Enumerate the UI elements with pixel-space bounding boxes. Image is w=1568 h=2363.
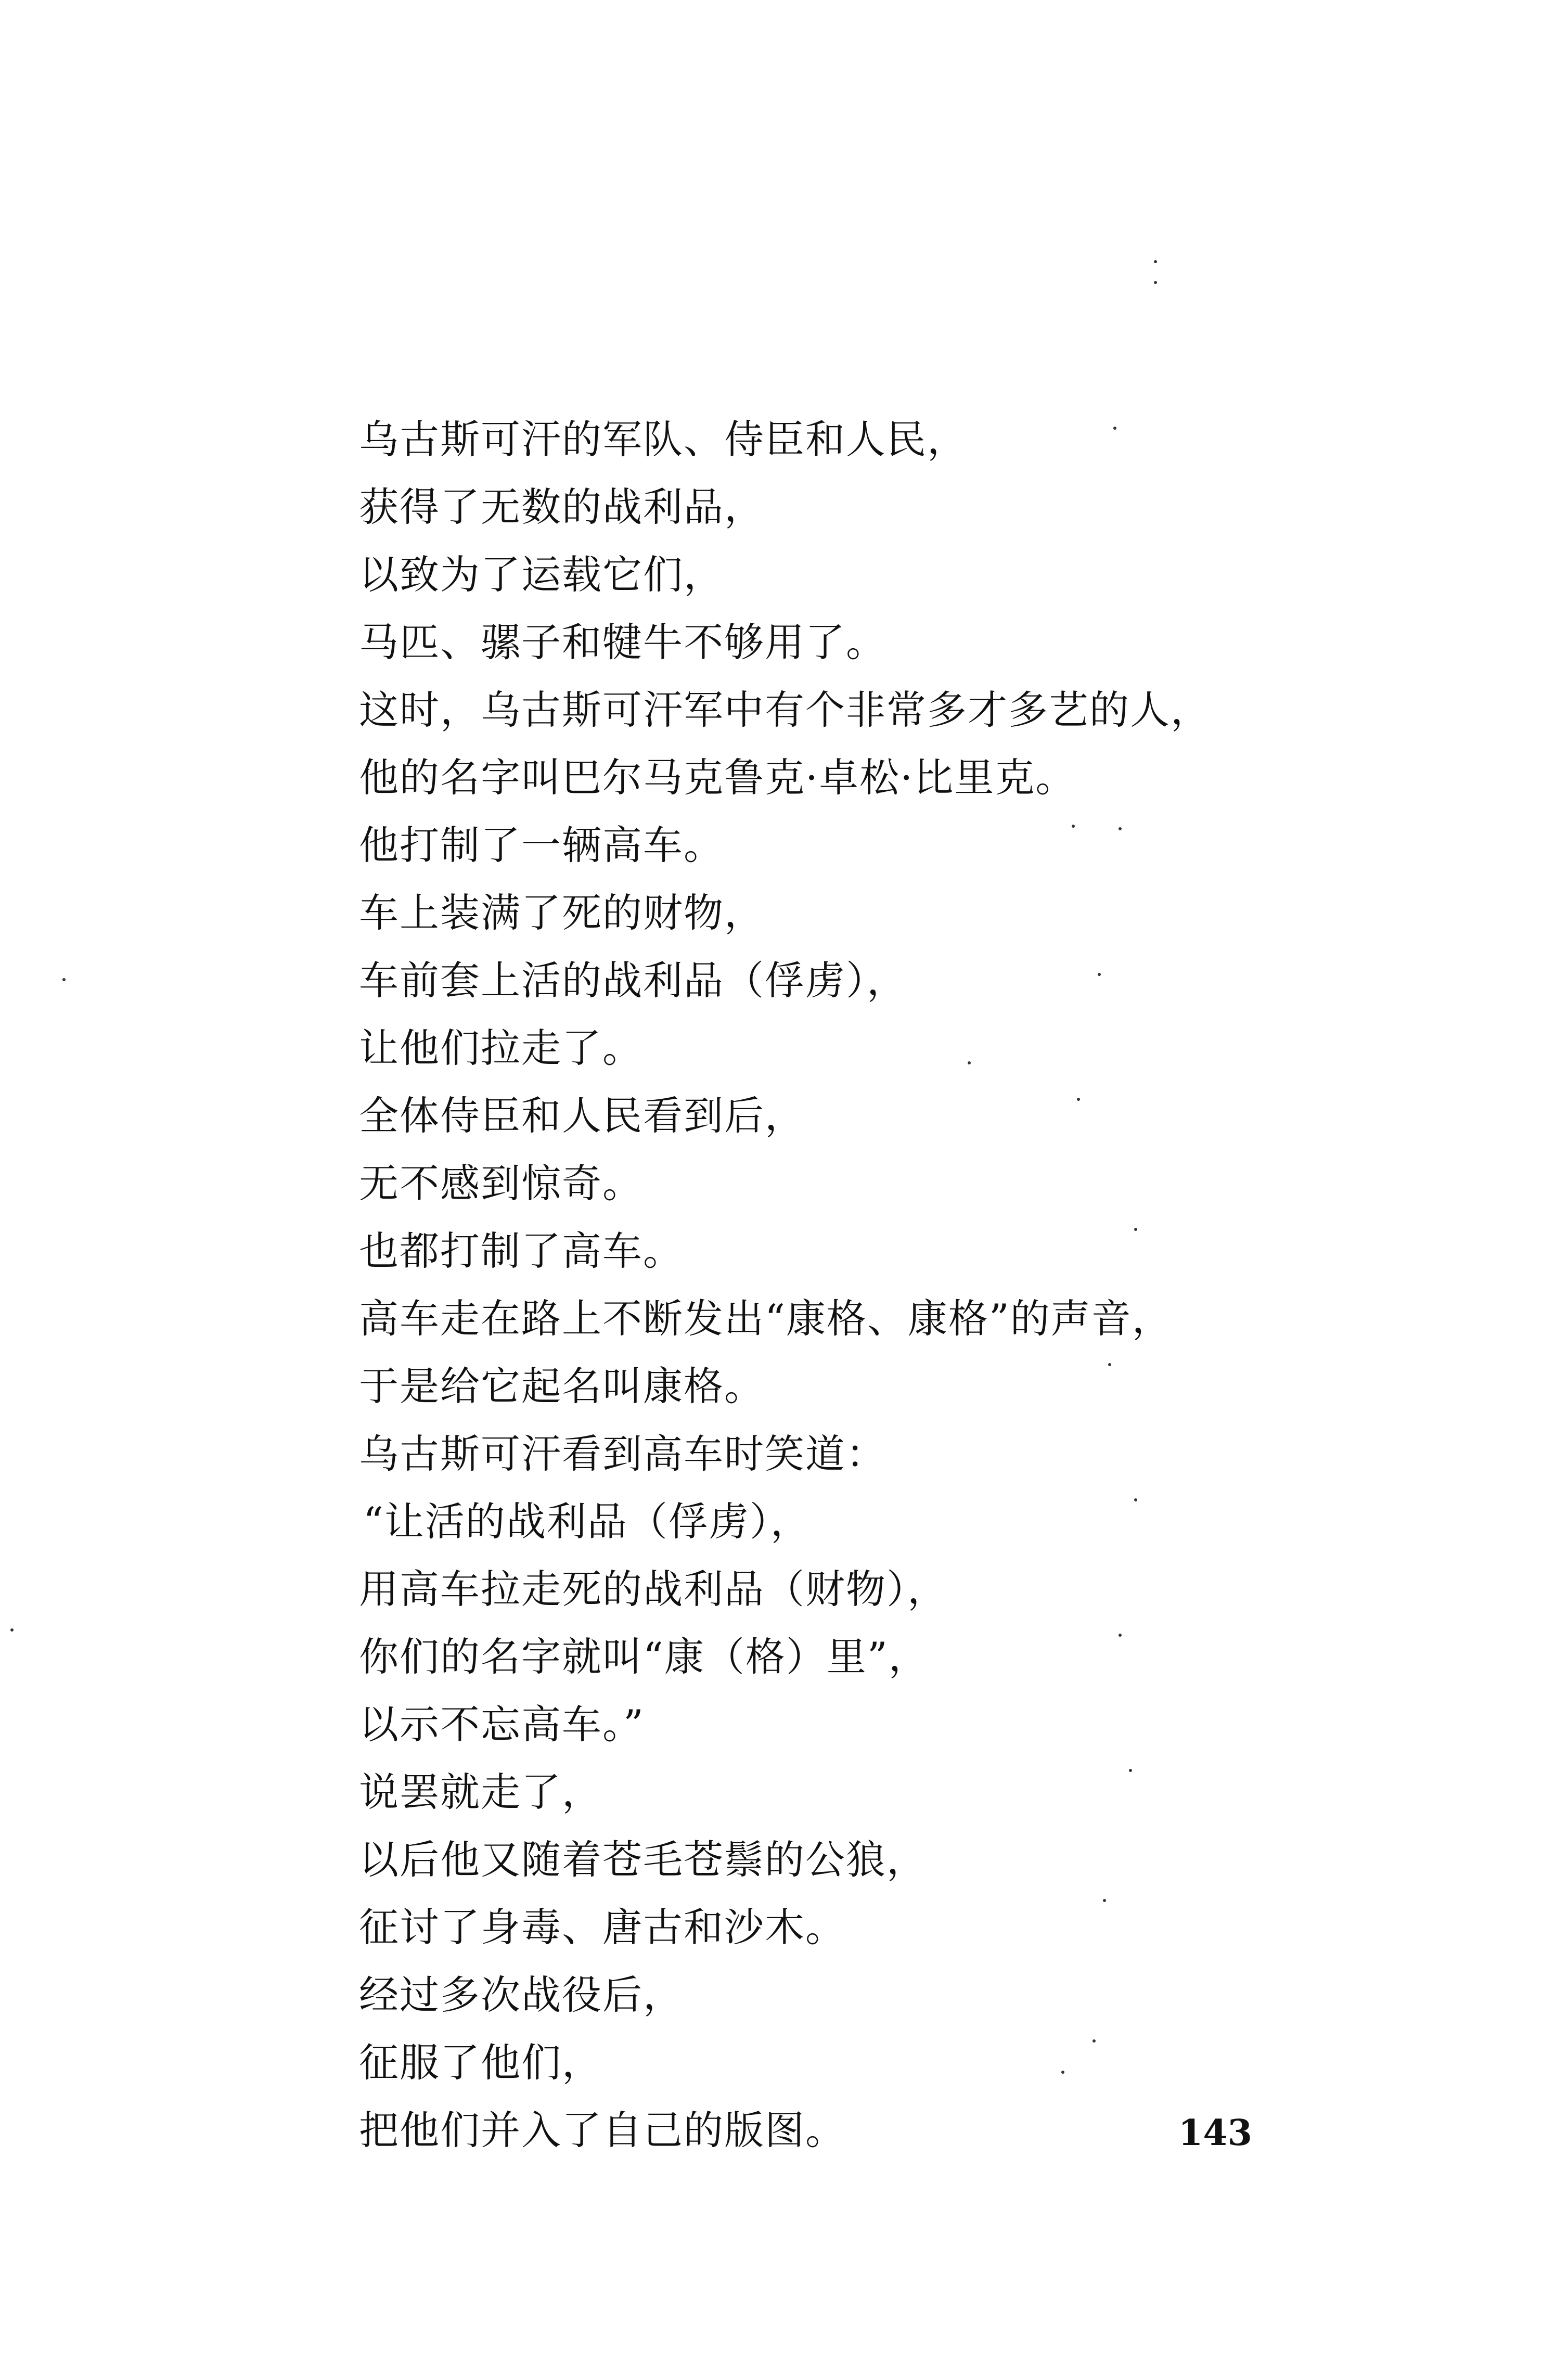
text-line: 让他们拉走了。 [359,1025,643,1071]
text-line: 把他们并入了自己的版图。 [359,2107,846,2153]
text-line: 乌古斯可汗的军队、侍臣和人民， [359,416,968,463]
text-line: 以致为了运载它们， [359,551,724,598]
scan-speck [1077,1098,1080,1101]
text-line: 他打制了一辆高车。 [359,822,724,868]
text-line: 以后他又随着苍毛苍鬃的公狼， [359,1837,927,1883]
text-line: “让活的战利品（俘虏）， [363,1498,811,1545]
text-line: 他的名字叫巴尔马克鲁克·卓松·比里克。 [359,754,1076,801]
text-line: 征讨了身毒、唐古和沙木。 [359,1904,846,1950]
text-line: 征服了他们， [359,2039,602,2086]
scan-speck [1154,281,1157,284]
poem-text [359,406,1347,2164]
text-line: 以示不忘高车。” [359,1701,645,1748]
scan-speck [1108,1363,1111,1366]
text-line: 无不感到惊奇。 [359,1160,643,1206]
text-line: 你们的名字就叫“康（格）里”， [359,1634,929,1680]
page-number: 143 [1178,2112,1252,2154]
scan-speck [1113,427,1116,430]
scan-speck [62,978,66,981]
scan-speck [1129,1769,1132,1772]
text-line: 乌古斯可汗看到高车时笑道： [359,1431,886,1477]
scan-speck [1119,827,1122,830]
text-line: 车前套上活的战利品（俘虏）， [359,957,907,1004]
text-line: 也都打制了高车。 [359,1228,684,1274]
scan-speck [1134,1228,1137,1231]
text-line: 经过多次战役后， [359,1972,684,2018]
text-line: 车上装满了死的财物， [359,890,765,936]
text-line: 说罢就走了， [359,1769,602,1815]
scan-speck [968,1061,971,1064]
text-line: 获得了无数的战利品， [359,484,765,530]
scan-speck [1154,260,1157,263]
scan-speck [1119,1634,1122,1637]
scan-speck [1061,2071,1064,2074]
scan-speck [10,1628,14,1632]
scan-speck [1093,2039,1096,2043]
text-line: 于是给它起名叫康格。 [359,1363,765,1409]
text-line: 用高车拉走死的战利品（财物）， [359,1566,948,1612]
text-line: 这时，乌古斯可汗军中有个非常多才多艺的人， [359,687,1211,733]
text-line: 高车走在路上不断发出“康格、康格”的声音， [359,1295,1173,1342]
scan-speck [1072,825,1075,828]
scan-speck [1134,1498,1137,1501]
text-line: 马匹、骡子和犍牛不够用了。 [359,619,886,665]
scan-speck [1098,973,1101,976]
text-line: 全体侍臣和人民看到后， [359,1093,805,1139]
scan-speck [1103,1899,1106,1902]
